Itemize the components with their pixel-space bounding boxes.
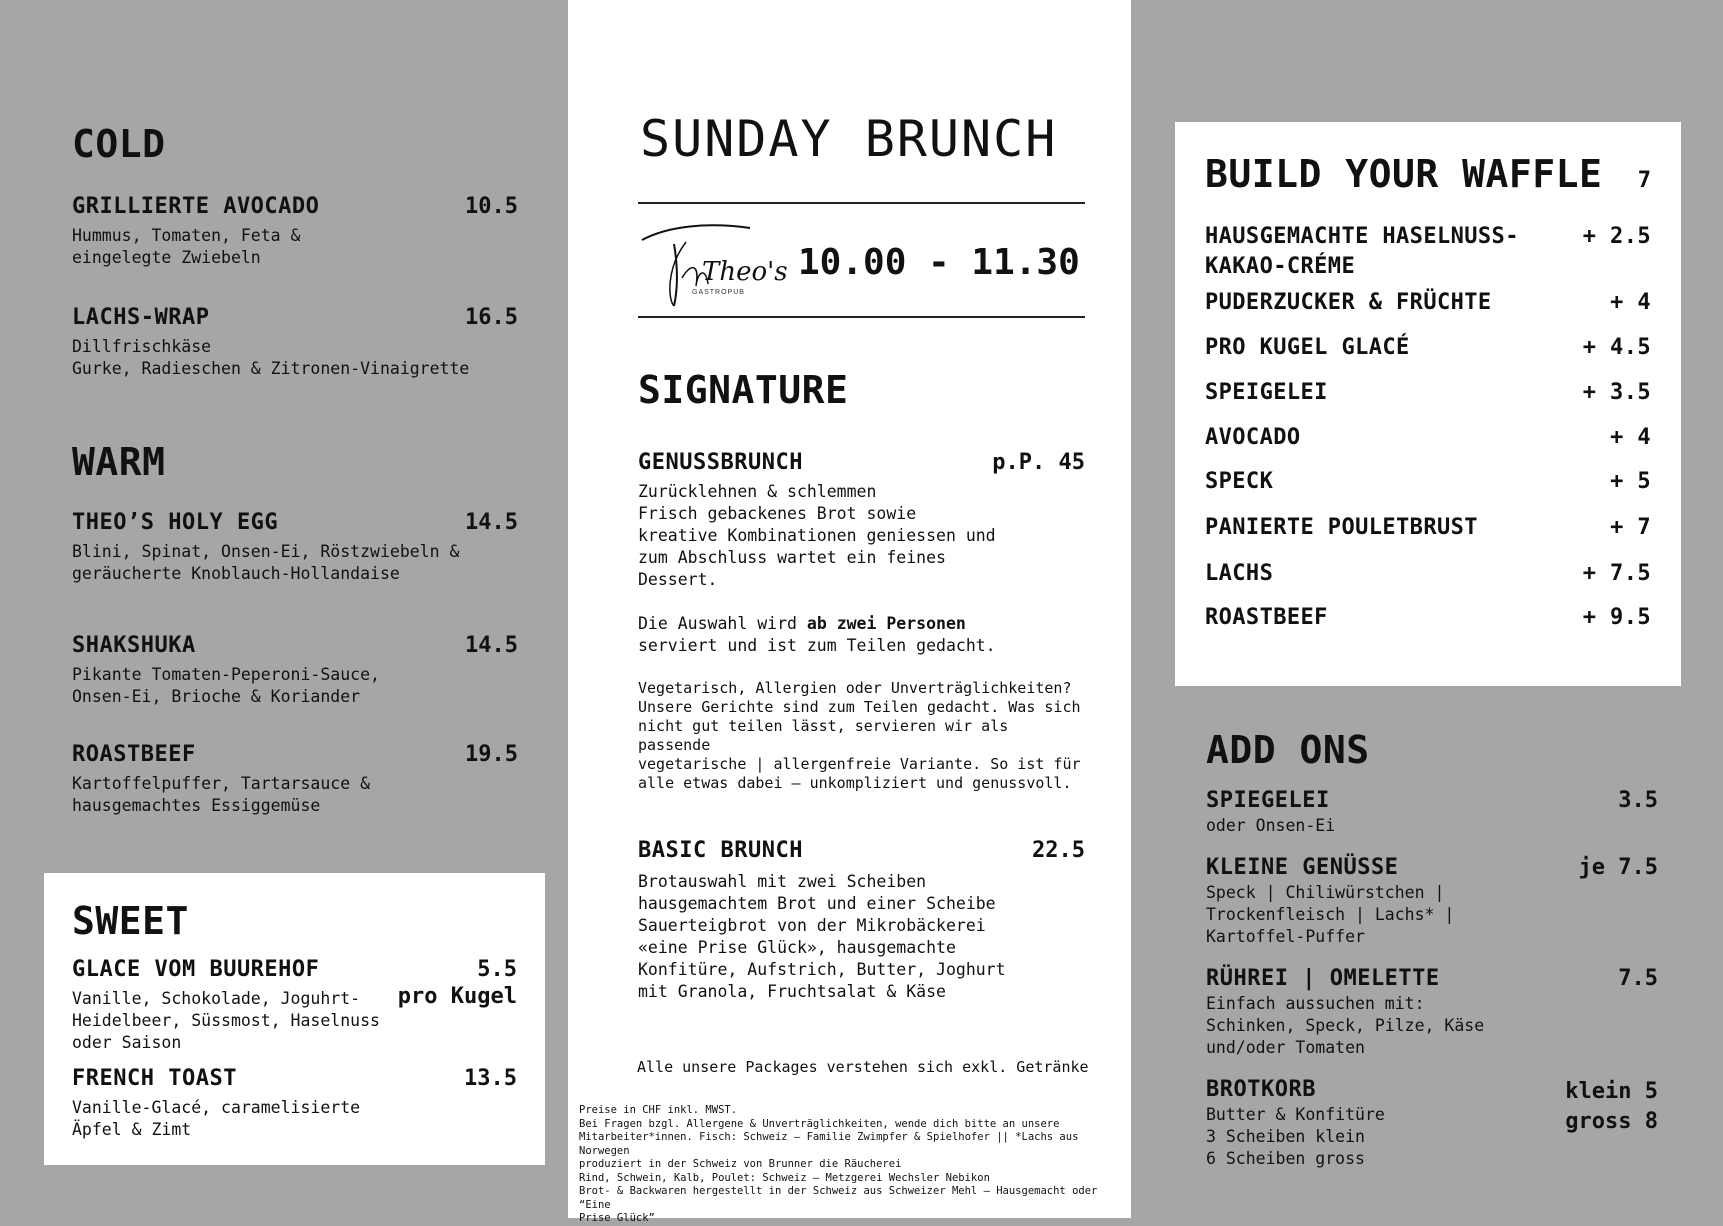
svg-text:GASTROPUB: GASTROPUB [692, 289, 745, 296]
item-description: Pikante Tomaten-Peperoni-Sauce, Onsen-Ei, Brioche & Koriander [72, 665, 380, 706]
menu-item [72, 633, 518, 708]
item-price-large: gross 8 [1565, 1109, 1658, 1134]
waffle-base-price: 7 [1637, 168, 1651, 193]
menu-item [638, 450, 1085, 793]
item-price: je 7.5 [1578, 855, 1658, 880]
price-note: pro Kugel [397, 984, 517, 1009]
list-item: HAUSGEMACHTE HASELNUSS- KAKAO-CRÉME + 2.5 [1205, 224, 1651, 279]
menu-item [72, 957, 517, 1054]
list-item: PUDERZUCKER & FRÜCHTE + 4 [1205, 290, 1651, 315]
addons-heading: ADD ONS [1206, 728, 1370, 772]
waffle-options [1205, 222, 1651, 630]
item-name: BROTKORB [1206, 1077, 1316, 1102]
fine-print: Preise in CHF inkl. MWST. Bei Fragen bzgl. Allergene & Unverträglichkeiten, wende dich bitte an unsere Mitarbeiter*innen. Fisch: Schweiz – Familie Zwimpfer & Spielhofer || *Lachs aus Norwegen produziert in der Schweiz von Brunner die Räucherei Rind, Schwein, Kalb, Poulet: Schweiz – Metzgerei Wechsler Nebikon Brot- & Backwaren hergestellt in der Schweiz aus Schweizer Mehl – Hausgemacht oder “Eine Prise Glück” [579, 1104, 1098, 1224]
item-name: THEO’S HOLY EGG [72, 510, 279, 535]
sweet-section [44, 873, 545, 1165]
warm-heading: WARM [72, 440, 166, 484]
item-price: 7.5 [1618, 966, 1658, 991]
menu-item [72, 742, 518, 817]
item-description: Blini, Spinat, Onsen-Ei, Röstzwiebeln & geräucherte Knoblauch-Hollandaise [72, 542, 460, 583]
menu-item [72, 510, 518, 585]
item-description: Brotauswahl mit zwei Scheiben hausgemachtem Brot und einer Scheibe Sauerteigbrot von der Mikrobäckerei «eine Prise Glück», hausgemachte Konfitüre, Aufstrich, Butter, Joghurt mit Granola, Fruchtsalat & Käse [638, 872, 1006, 1001]
list-item: SPEIGELEI + 3.5 [1205, 380, 1651, 405]
logo-icon [638, 208, 788, 313]
divider [638, 202, 1085, 204]
item-name: BASIC BRUNCH [638, 838, 803, 863]
item-name: FRENCH TOAST [72, 1066, 237, 1091]
item-description: Vanille, Schokolade, Joguhrt- Heidelbeer, Süssmost, Haselnuss oder Saison [72, 989, 380, 1052]
menu-item [1206, 788, 1658, 837]
item-name: RÜHREI | OMELETTE [1206, 966, 1440, 991]
vegetarian-note: Vegetarisch, Allergien oder Unverträglichkeiten? Unsere Gerichte sind zum Teilen gedacht. Was sich nicht gut teilen lässt, servieren wir als passende vegetarische | allergenfreie Variante. So ist für alle etwas dabei – unkompliziert und genussvoll. [638, 679, 1081, 792]
item-price: 22.5 [1032, 838, 1085, 863]
packages-note: Alle unsere Packages verstehen sich exkl. Getränke [637, 1058, 1089, 1076]
svg-text:Theo's: Theo's [702, 257, 788, 287]
item-price: klein 5 [1565, 1079, 1658, 1104]
item-description: Dillfrischkäse Gurke, Radieschen & Zitronen-Vinaigrette [72, 337, 470, 378]
warm-section [72, 440, 518, 817]
waffle-heading: BUILD YOUR WAFFLE [1205, 152, 1603, 196]
cold-section [72, 122, 518, 380]
item-price: 19.5 [465, 742, 518, 767]
menu-item [72, 305, 518, 380]
sweet-heading: SWEET [72, 899, 189, 943]
cold-heading: COLD [72, 122, 166, 166]
sharing-note: Die Auswahl wird ab zwei Personen serviert und ist zum Teilen gedacht. [638, 614, 996, 655]
item-name: GLACE VOM BUUREHOF [72, 957, 320, 982]
item-name: ROASTBEEF [72, 742, 196, 767]
menu-item [1206, 855, 1658, 948]
item-name: KLEINE GENÜSSE [1206, 855, 1399, 880]
item-description: Hummus, Tomaten, Feta & eingelegte Zwiebeln [72, 226, 301, 267]
item-description: oder Onsen-Ei [1206, 816, 1336, 835]
addons-section [1206, 728, 1658, 1170]
item-description: Einfach aussuchen mit: Schinken, Speck, Pilze, Käse und/oder Tomaten [1206, 994, 1485, 1057]
item-price: 5.5 [477, 957, 517, 982]
menu-item [72, 194, 518, 269]
item-name: SPIEGELEI [1206, 788, 1330, 813]
item-description: Butter & Konfitüre 3 Scheiben klein 6 Scheiben gross [1206, 1105, 1385, 1168]
item-price: 14.5 [465, 510, 518, 535]
item-price: 13.5 [464, 1066, 517, 1091]
item-name: SHAKSHUKA [72, 633, 196, 658]
list-item: PANIERTE POULETBRUST + 7 [1205, 515, 1651, 540]
divider [638, 316, 1085, 318]
signature-heading: SIGNATURE [638, 368, 849, 412]
item-name: LACHS-WRAP [72, 305, 210, 330]
item-price: 14.5 [465, 633, 518, 658]
menu-item [1206, 966, 1658, 1059]
theos-logo [638, 208, 788, 313]
list-item: PRO KUGEL GLACÉ + 4.5 [1205, 335, 1651, 360]
item-description: Kartoffelpuffer, Tartarsauce & hausgemachtes Essiggemüse [72, 774, 371, 815]
page-title: SUNDAY BRUNCH [640, 110, 1058, 168]
item-name: GRILLIERTE AVOCADO [72, 194, 320, 219]
item-price: 16.5 [465, 305, 518, 330]
item-description: Zurücklehnen & schlemmen Frisch gebackenes Brot sowie kreative Kombinationen geniessen und zum Abschluss wartet ein feines Dessert. [638, 482, 996, 589]
item-name: GENUSSBRUNCH [638, 450, 803, 475]
item-price: 3.5 [1618, 788, 1658, 813]
menu-item [72, 1066, 517, 1141]
item-description: Speck | Chiliwürstchen | Trockenfleisch | Lachs* | Kartoffel-Puffer [1206, 883, 1455, 946]
waffle-section [1175, 122, 1681, 686]
basic-brunch [638, 838, 1085, 1003]
list-item: LACHS + 7.5 [1205, 561, 1651, 586]
list-item: SPECK + 5 [1205, 469, 1651, 494]
list-item: AVOCADO + 4 [1205, 425, 1651, 450]
menu-item [1206, 1077, 1658, 1170]
item-price: 10.5 [465, 194, 518, 219]
item-price: p.P. 45 [992, 450, 1085, 475]
item-description: Vanille-Glacé, caramelisierte Äpfel & Zimt [72, 1098, 361, 1139]
list-item: ROASTBEEF + 9.5 [1205, 605, 1651, 630]
signature-section [638, 368, 1085, 793]
brunch-hours: 10.00 - 11.30 [798, 242, 1080, 283]
